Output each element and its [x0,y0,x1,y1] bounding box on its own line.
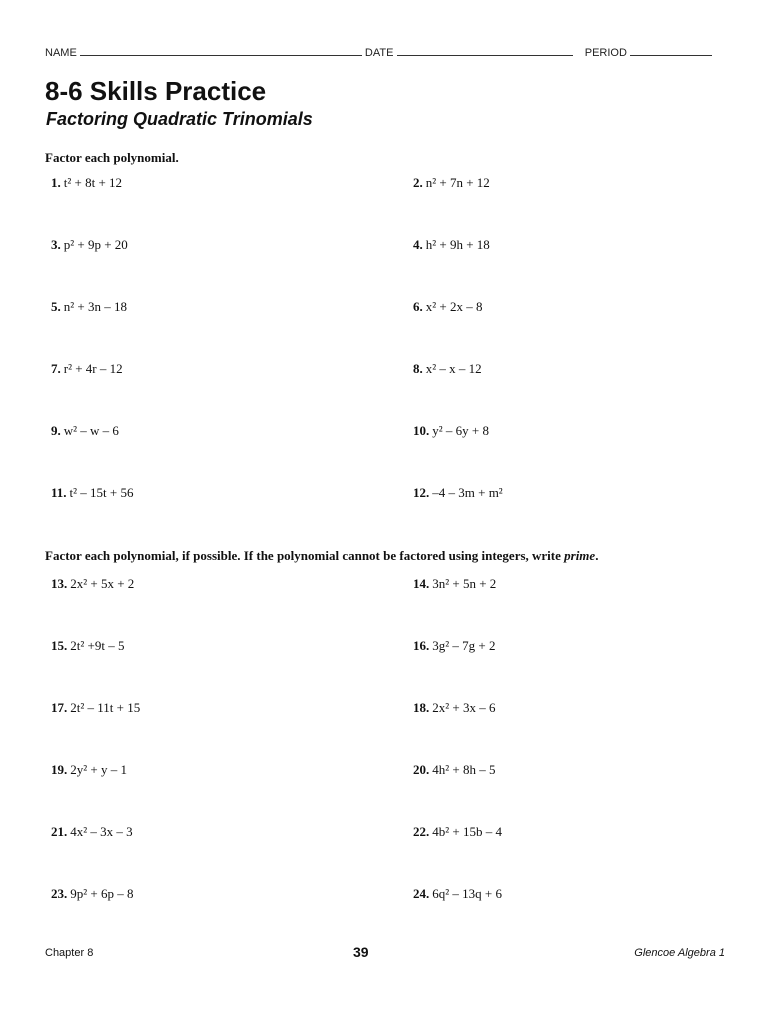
problem-9: 9. w² – w – 6 [51,423,119,438]
section2-instruction: Factor each polynomial, if possible. If the polynomial cannot be factored using integers, write prime. [45,548,599,563]
problem-1: 1. t² + 8t + 12 [51,175,123,190]
problem-10: 10. y² – 6y + 8 [413,423,489,438]
problem-15: 15. 2t² +9t – 5 [51,638,125,653]
page-title: 8-6 Skills Practice [45,76,267,106]
problem-14: 14. 3n² + 5n + 2 [413,576,497,591]
problem-20: 20. 4h² + 8h – 5 [413,762,496,777]
footer-chapter: Chapter 8 [45,947,94,959]
date-label: DATE [364,47,394,59]
problem-6: 6. x² + 2x – 8 [413,299,483,314]
problem-11: 11. t² – 15t + 56 [51,485,134,500]
problem-3: 3. p² + 9p + 20 [51,237,128,252]
date-field[interactable] [397,46,573,56]
name-label: NAME [45,47,77,59]
problem-8: 8. x² – x – 12 [413,361,482,376]
problem-17: 17. 2t² – 11t + 15 [51,700,141,715]
period-label: PERIOD [584,47,627,59]
problem-13: 13. 2x² + 5x + 2 [51,576,135,591]
page-number: 39 [353,944,369,960]
problem-23: 23. 9p² + 6p – 8 [51,886,134,901]
problem-18: 18. 2x² + 3x – 6 [413,700,496,715]
problem-7: 7. r² + 4r – 12 [51,361,123,376]
problem-5: 5. n² + 3n – 18 [51,299,127,314]
problem-4: 4. h² + 9h + 18 [413,237,490,252]
problem-12: 12. –4 – 3m + m² [413,485,503,500]
page-subtitle: Factoring Quadratic Trinomials [46,109,313,129]
problem-16: 16. 3g² – 7g + 2 [413,638,496,653]
problem-24: 24. 6q² – 13q + 6 [413,886,502,901]
section1-instruction: Factor each polynomial. [45,150,179,165]
problem-22: 22. 4b² + 15b – 4 [413,824,502,839]
period-field[interactable] [630,46,712,56]
problem-19: 19. 2y² + y – 1 [51,762,127,777]
problem-21: 21. 4x² – 3x – 3 [51,824,133,839]
footer-book: Glencoe Algebra 1 [634,947,725,959]
name-field[interactable] [80,46,362,56]
header-line [45,46,725,59]
problem-2: 2. n² + 7n + 12 [413,175,490,190]
